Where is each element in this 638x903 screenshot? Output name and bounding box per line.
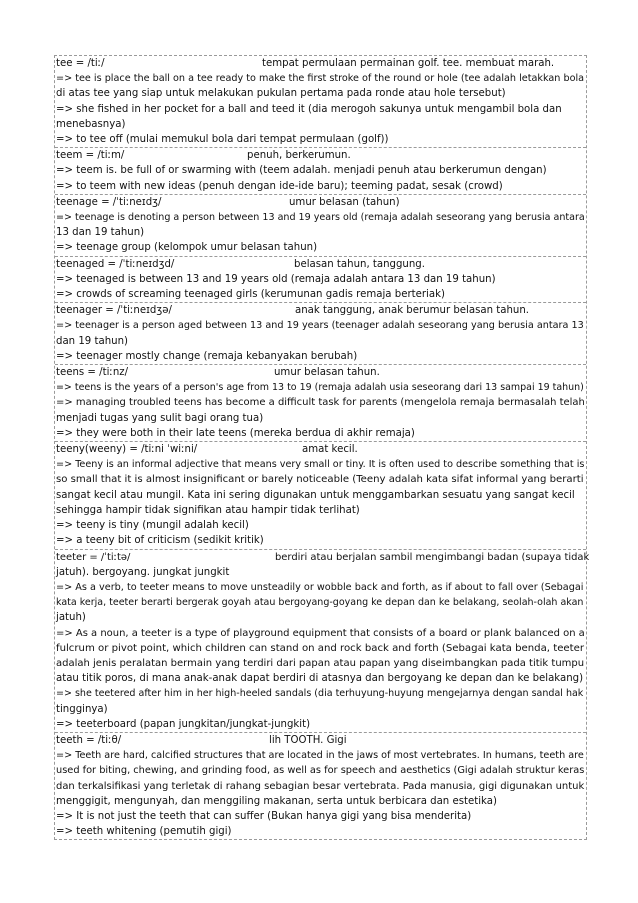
entry-line: => As a verb, to teeter means to move unsteadily or wobble back and forth, as if about to fall over (Sebagai bbox=[56, 581, 584, 593]
entry-line: => teenaged is between 13 and 19 years old (remaja adalah antara 13 dan 19 tahun) bbox=[56, 273, 496, 285]
entry-line: kata kerja, teeter berarti bergerak goyah atau bergoyang-goyang ke depan dan ke belakang, seolah-olah akan bbox=[56, 597, 584, 609]
headword: teenaged = /ˈtiːneɪdʒd/ bbox=[56, 258, 175, 270]
entry-line: => teenage is denoting a person between 13 and 19 years old (remaja adalah seseorang yang berusia antara bbox=[56, 212, 585, 224]
entry-line: => to teem with new ideas (penuh dengan ide-ide baru); teeming padat, sesak (crowd) bbox=[56, 180, 503, 192]
entry-line: dan 19 tahun) bbox=[56, 335, 128, 347]
entry-line: => a teeny bit of criticism (sedikit kritik) bbox=[56, 535, 264, 547]
entry-line: => teenage group (kelompok umur belasan tahun) bbox=[56, 242, 318, 254]
entry-line: sangat kecil atau mungil. Kata ini sering digunakan untuk menggambarkan sesuatu yang sangat kecil bbox=[56, 489, 575, 501]
entry-line: => teenager is a person aged between 13 and 19 years (teenager adalah seseorang yang berusia antara 13 bbox=[56, 320, 584, 332]
definition: lih TOOTH. Gigi bbox=[269, 734, 347, 746]
entry-teeter bbox=[55, 550, 590, 733]
entry-line: => As a noun, a teeter is a type of playground equipment that consists of a board or plank balanced on a bbox=[56, 627, 585, 639]
entry-line: tingginya) bbox=[56, 703, 108, 715]
entry-header bbox=[55, 303, 586, 318]
headword: teeny(weeny) = /tiːni ˈwiːni/ bbox=[56, 444, 198, 456]
entry-header bbox=[55, 550, 590, 565]
headword: teem = /tiːm/ bbox=[56, 150, 125, 162]
entry-header bbox=[55, 56, 586, 71]
definition: penuh, berkerumun. bbox=[247, 150, 351, 162]
definition: tempat permulaan permainan golf. tee. membuat marah. bbox=[262, 58, 555, 69]
entry-line: => teens is the years of a person's age from 13 to 19 (remaja adalah usia seseorang dari 13 sampai 19 tahun) bbox=[56, 382, 584, 394]
entry-teenager bbox=[55, 303, 586, 365]
headword: tee = /tiː/ bbox=[56, 58, 105, 69]
entry-line: => tee is place the ball on a tee ready to make the first stroke of the round or hole (tee adalah letakkan bola bbox=[56, 73, 585, 85]
headword: teeth = /tiːθ/ bbox=[56, 734, 122, 746]
entry-line: sehingga hampir tidak signifikan atau hampir tidak terlihat) bbox=[56, 504, 360, 516]
entry-teenaged bbox=[55, 257, 586, 304]
entry-header bbox=[55, 257, 586, 272]
entry-line: jatuh). bergoyang. jungkat jungkit bbox=[56, 566, 230, 578]
entry-teem bbox=[55, 148, 586, 195]
entry-line: 13 dan 19 tahun) bbox=[56, 227, 145, 239]
entry-teeth bbox=[55, 733, 586, 839]
entry-header bbox=[55, 365, 586, 380]
entry-line: fulcrum or pivot point, which children can stand on and rock back and forth (Sebagai kata benda, teeter bbox=[56, 642, 585, 654]
entry-teenage bbox=[55, 195, 586, 257]
entry-line: => It is not just the teeth that can suffer (Bukan hanya gigi yang bisa menderita) bbox=[56, 810, 472, 822]
entry-line: => she teetered after him in her high-heeled sandals (dia terhuyung-huyung mengejarnya dengan sandal hak bbox=[56, 688, 584, 700]
entry-line: used for biting, chewing, and grinding food, as well as for speech and aesthetics (Gigi adalah struktur keras bbox=[56, 765, 585, 777]
definition: anak tanggung, anak berumur belasan tahun. bbox=[295, 305, 530, 317]
entry-line: so small that it is almost insignificant or barely noticeable (Teeny adalah kata sifat informal yang berarti bbox=[56, 474, 584, 486]
definition: amat kecil. bbox=[302, 444, 358, 456]
entry-header bbox=[55, 733, 586, 748]
headword: teeter = /ˈtiːtə/ bbox=[56, 551, 131, 563]
entry-header bbox=[55, 195, 586, 210]
headword: teens = /tiːnz/ bbox=[56, 367, 129, 379]
definition: umur belasan tahun. bbox=[274, 367, 380, 379]
dictionary-page bbox=[54, 55, 590, 840]
entry-line: => teenager mostly change (remaja kebanyakan berubah) bbox=[56, 350, 358, 362]
headword: teenager = /ˈtiːneɪdʒə/ bbox=[56, 305, 172, 317]
definition: belasan tahun, tanggung. bbox=[294, 258, 425, 270]
entry-header bbox=[55, 442, 586, 457]
definition: berdiri atau berjalan sambil mengimbangi badan (supaya tidak bbox=[275, 551, 590, 563]
entry-teeny bbox=[55, 442, 586, 549]
entry-line: jatuh) bbox=[56, 612, 86, 624]
entry-line: => to tee off (mulai memukul bola dari tempat permulaan (golf)) bbox=[56, 134, 389, 146]
entry-line: => teem is. be full of or swarming with (teem adalah. menjadi penuh atau berkerumun dengan) bbox=[56, 165, 547, 177]
entry-line: => she fished in her pocket for a ball and teed it (dia merogoh sakunya untuk mengambil bola dan bbox=[56, 103, 562, 115]
definition: umur belasan (tahun) bbox=[289, 196, 400, 208]
entry-line: menggigit, mengunyah, dan menggiling makanan, serta untuk berbicara dan estetika) bbox=[56, 795, 497, 807]
entry-line: di atas tee yang siap untuk melakukan pukulan pertama pada ronde atau hole tersebut) bbox=[56, 88, 506, 100]
entry-header bbox=[55, 148, 586, 163]
entry-line: => crowds of screaming teenaged girls (kerumunan gadis remaja berteriak) bbox=[56, 289, 445, 301]
entry-line: => teeth whitening (pemutih gigi) bbox=[56, 826, 232, 838]
headword: teenage = /ˈtiːneɪdʒ/ bbox=[56, 196, 162, 208]
entry-line: dan terkalsifikasi yang terletak di rahang sebagian besar vertebrata. Pada manusia, gigi digunakan untuk bbox=[56, 780, 585, 792]
entry-line: => managing troubled teens has become a difficult task for parents (mengelola remaja bermasalah telah bbox=[56, 397, 585, 409]
entry-line: => Teeny is an informal adjective that means very small or tiny. It is often used to describe something that is bbox=[56, 459, 585, 471]
entry-line: => teeterboard (papan jungkitan/jungkat-jungkit) bbox=[56, 718, 311, 730]
entry-line: menebasnya) bbox=[56, 118, 126, 130]
entry-tee bbox=[55, 56, 586, 148]
entry-teens bbox=[55, 365, 586, 442]
entry-line: menjadi tugas yang sulit bagi orang tua) bbox=[56, 412, 264, 424]
entry-line: => Teeth are hard, calcified structures that are located in the jaws of most vertebrates. In humans, teeth are bbox=[56, 750, 584, 762]
entry-line: => teeny is tiny (mungil adalah kecil) bbox=[56, 520, 249, 532]
entry-line: => they were both in their late teens (mereka berdua di akhir remaja) bbox=[56, 427, 415, 439]
entry-line: atau titik poros, di mana anak-anak dapat berdiri di atasnya dan bergoyang ke depan dan ke belakang) bbox=[56, 673, 584, 685]
entry-line: adalah jenis peralatan bermain yang terdiri dari papan atau papan yang diseimbangkan pada titik tumpu bbox=[56, 657, 585, 669]
